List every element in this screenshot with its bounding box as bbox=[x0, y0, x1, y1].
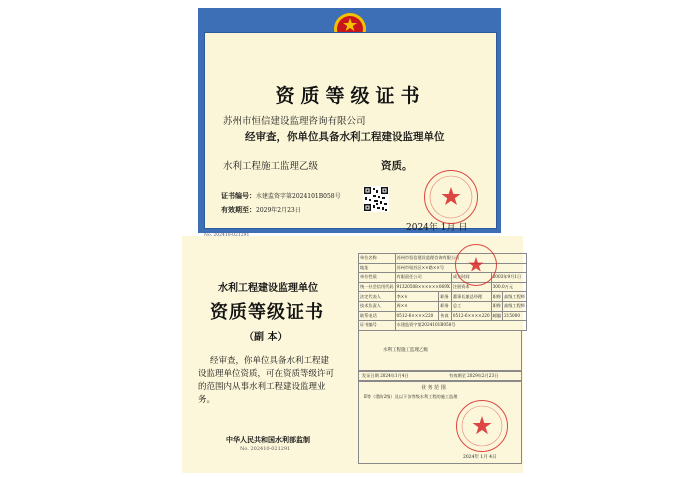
table-cell: 统一社会信用代码 bbox=[359, 282, 396, 292]
table-cell: 苏州市恒信建设监理咨询有限公司 bbox=[395, 254, 526, 264]
cert-number-value: 水建监资字第2024101B058号 bbox=[256, 193, 341, 200]
table-cell: 0512-6××××220 bbox=[451, 311, 491, 321]
table-cell: 2003年9月1日 bbox=[491, 273, 526, 283]
validity-value: 2029年2月23日 bbox=[256, 207, 301, 214]
grade-box bbox=[358, 330, 522, 372]
table-cell: 证书编号 bbox=[359, 321, 396, 331]
validity-row bbox=[221, 205, 301, 215]
table-cell: 邮编 bbox=[491, 311, 502, 321]
table-cell: 总工 bbox=[451, 301, 491, 311]
table-cell: 300.0万元 bbox=[491, 282, 526, 292]
table-cell: 苏州市姑苏区××路××号 bbox=[395, 263, 526, 273]
table-cell: 李×× bbox=[395, 292, 439, 302]
table-cell: 成立时间 bbox=[451, 273, 491, 283]
copy-left-page bbox=[182, 236, 350, 473]
qualification-grade: 水利工程施工监理乙级 bbox=[223, 161, 319, 172]
copy-serial-number: No. 202410-021291 bbox=[240, 446, 291, 452]
statement-line-3: 的范围内从事水利工程建设监理业 bbox=[198, 382, 326, 392]
table-cell: 地址 bbox=[359, 263, 396, 273]
table-cell: 传真 bbox=[439, 311, 452, 321]
table-cell: 联系电话 bbox=[359, 311, 396, 321]
validity-cell: 有效期至 2029年2月23日 bbox=[449, 373, 499, 378]
issuer: 中华人民共和国水利部监制 bbox=[226, 435, 310, 444]
table-cell: 高级工程师 bbox=[503, 301, 527, 311]
table-cell: 职务 bbox=[439, 301, 452, 311]
table-cell: 0512-6××××220 bbox=[395, 311, 439, 321]
table-row bbox=[359, 273, 527, 283]
table-row bbox=[359, 321, 527, 331]
statement-line-2: 设监理单位资质，可在资质等级许可 bbox=[198, 369, 335, 379]
cert-number-row bbox=[221, 191, 341, 201]
top-certificate bbox=[198, 8, 501, 233]
seal-star-icon bbox=[456, 245, 496, 285]
table-cell: 水建监资字第2024101B058号 bbox=[395, 321, 526, 331]
table-cell: 215000 bbox=[503, 311, 527, 321]
scope-header: 业 务 范 围 bbox=[421, 385, 446, 391]
cert-number-label: 证书编号： bbox=[221, 191, 256, 200]
seal-star-icon bbox=[425, 171, 477, 223]
table-row bbox=[359, 282, 527, 292]
issue-date: 2024年 1月 日 bbox=[406, 223, 468, 233]
official-seal-icon bbox=[456, 400, 508, 452]
statement-line-1: 经审查，你单位具备水利工程建 bbox=[210, 356, 330, 366]
copy-subtitle: 水利工程建设监理单位 bbox=[218, 283, 318, 294]
copy-title: 资质等级证书 bbox=[210, 302, 324, 323]
company-info-table bbox=[358, 253, 527, 331]
table-cell: 职务 bbox=[439, 292, 452, 302]
copy-right-page bbox=[350, 236, 523, 473]
table-cell: 单位名称 bbox=[359, 254, 396, 264]
table-row bbox=[359, 301, 527, 311]
table-cell: 单位性质 bbox=[359, 273, 396, 283]
validity-label: 有效期至： bbox=[221, 205, 256, 214]
table-cell: 技术负责人 bbox=[359, 301, 396, 311]
table-cell: 职称 bbox=[491, 292, 502, 302]
table-cell: 董事长兼总经理 bbox=[451, 292, 491, 302]
seal-star-icon bbox=[457, 401, 507, 451]
table-cell: 91320508××××××069X bbox=[395, 282, 451, 292]
copy-label: （副 本） bbox=[244, 332, 288, 343]
table-cell: 注册资本 bbox=[451, 282, 491, 292]
qualification-suffix: 资质。 bbox=[381, 160, 413, 172]
table-cell: 有限责任公司 bbox=[395, 273, 451, 283]
table-cell: 高级工程师 bbox=[503, 292, 527, 302]
official-seal-icon bbox=[424, 170, 478, 224]
scope-text: Ⅱ等（堤防2级）及以下各等级水利工程的施工监理 bbox=[364, 394, 458, 399]
table-row bbox=[359, 292, 527, 302]
statement-line-4: 务。 bbox=[198, 395, 216, 405]
certificate-title: 资质等级证书 bbox=[275, 85, 426, 107]
table-row bbox=[359, 263, 527, 273]
table-cell: 职称 bbox=[491, 301, 502, 311]
bottom-certificate-copy bbox=[182, 236, 523, 473]
review-statement: 经审查，你单位具备水利工程建设监理单位 bbox=[245, 131, 445, 143]
table-cell: 周×× bbox=[395, 301, 439, 311]
grade-row-text: 水利工程施工监理乙级 bbox=[383, 348, 428, 353]
table-row bbox=[359, 254, 527, 264]
company-name: 苏州市恒信建设监理咨询有限公司 bbox=[223, 116, 366, 127]
table-cell: 法定代表人 bbox=[359, 292, 396, 302]
right-issue-date: 2024年 1月 4日 bbox=[463, 455, 497, 460]
official-seal-icon bbox=[455, 244, 497, 286]
qr-code-icon bbox=[363, 186, 389, 212]
table-row bbox=[359, 311, 527, 321]
certificate-paper bbox=[204, 32, 497, 233]
issue-date-cell: 发证日期 2024年1月4日 bbox=[362, 373, 409, 378]
